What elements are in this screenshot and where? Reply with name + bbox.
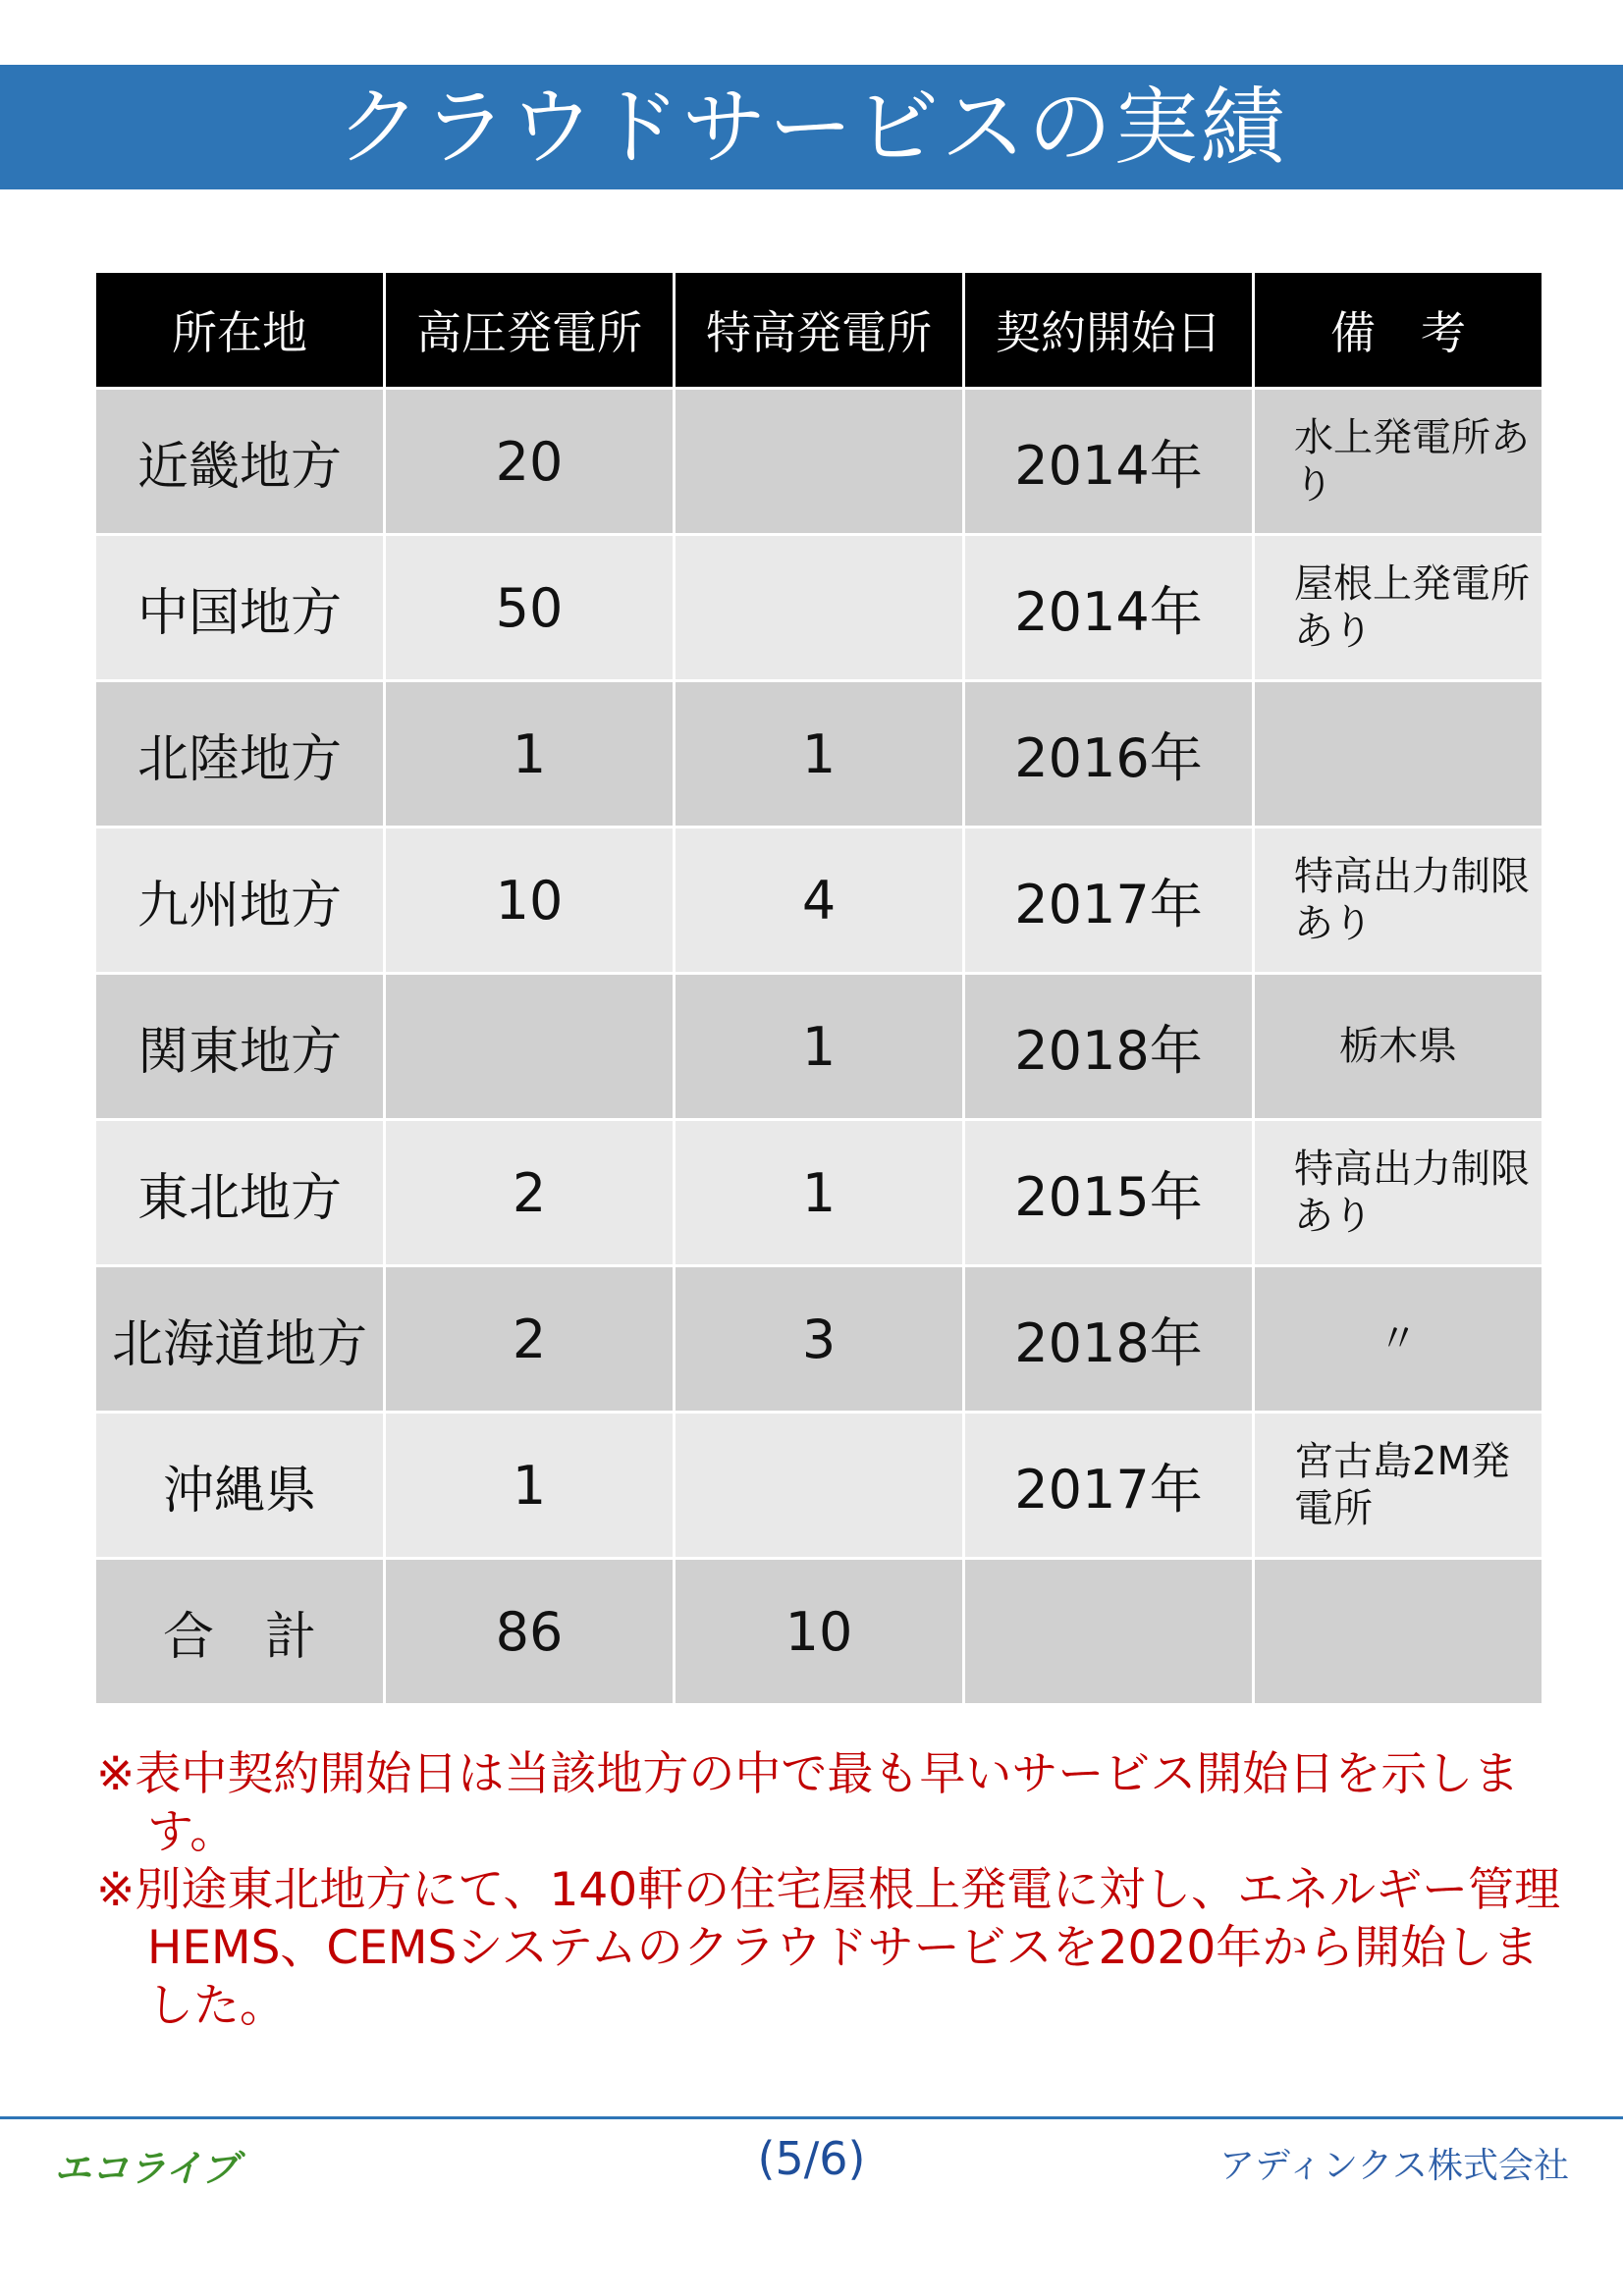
table-row xyxy=(95,1413,1543,1559)
cell-high-voltage: 1 xyxy=(385,681,675,828)
cell-high-voltage: 1 xyxy=(385,1413,675,1559)
table-header-row xyxy=(95,272,1543,389)
page-title: クラウドサービスの実績 xyxy=(336,78,1287,177)
cell-extra-high: 3 xyxy=(675,1266,964,1413)
cell-start: 2014年 xyxy=(964,535,1254,681)
brand-logo-text: エコライブ xyxy=(54,2147,239,2190)
cell-remarks: 栃木県 xyxy=(1254,974,1543,1120)
footnotes xyxy=(96,1745,1569,2035)
cell-start: 2014年 xyxy=(964,389,1254,535)
cell-start: 2017年 xyxy=(964,1413,1254,1559)
footnote-1: ※表中契約開始日は当該地方の中で最も早いサービス開始日を示します。 xyxy=(96,1747,1520,1859)
cell-region: 近畿地方 xyxy=(95,389,385,535)
header-extra-high-voltage: 特高発電所 xyxy=(675,272,964,389)
cell-extra-high: 4 xyxy=(675,828,964,974)
cell-extra-high: 1 xyxy=(675,974,964,1120)
table-row xyxy=(95,1120,1543,1266)
table-row xyxy=(95,535,1543,681)
cell-high-voltage: 2 xyxy=(385,1266,675,1413)
cell-extra-high: 1 xyxy=(675,681,964,828)
company-name: アディンクス株式会社 xyxy=(1218,2146,1569,2186)
cell-start: 2018年 xyxy=(964,974,1254,1120)
table-row xyxy=(95,389,1543,535)
cell-extra-high: 1 xyxy=(675,1120,964,1266)
cell-remarks: 宮古島2M発電所 xyxy=(1254,1413,1543,1559)
table-total-row xyxy=(95,1559,1543,1705)
results-table xyxy=(93,270,1544,1706)
cell-extra-high xyxy=(675,389,964,535)
header-high-voltage: 高圧発電所 xyxy=(385,272,675,389)
cell-remarks: 特高出力制限あり xyxy=(1254,1120,1543,1266)
cell-total-start xyxy=(964,1559,1254,1705)
cell-remarks: 特高出力制限あり xyxy=(1254,828,1543,974)
cell-high-voltage: 50 xyxy=(385,535,675,681)
cell-region: 沖縄県 xyxy=(95,1413,385,1559)
footnote-2: ※別途東北地方にて、140軒の住宅屋根上発電に対し、エネルギー管理HEMS、CEMSシステムのクラウドサービスを2020年から開始しました。 xyxy=(96,1863,1561,2033)
header-contract-start: 契約開始日 xyxy=(964,272,1254,389)
cell-total-label: 合 計 xyxy=(95,1559,385,1705)
cell-region: 東北地方 xyxy=(95,1120,385,1266)
cell-remarks xyxy=(1254,681,1543,828)
cell-region: 北陸地方 xyxy=(95,681,385,828)
cell-high-voltage: 10 xyxy=(385,828,675,974)
cell-start: 2015年 xyxy=(964,1120,1254,1266)
cell-total-remarks xyxy=(1254,1559,1543,1705)
table-row xyxy=(95,1266,1543,1413)
cell-high-voltage: 20 xyxy=(385,389,675,535)
cell-region: 北海道地方 xyxy=(95,1266,385,1413)
table-row xyxy=(95,828,1543,974)
cell-remarks: 〃 xyxy=(1254,1266,1543,1413)
cell-total-high-voltage: 86 xyxy=(385,1559,675,1705)
cell-start: 2017年 xyxy=(964,828,1254,974)
cell-region: 九州地方 xyxy=(95,828,385,974)
footer-divider xyxy=(0,2116,1623,2119)
title-bar xyxy=(0,65,1623,189)
cell-extra-high xyxy=(675,535,964,681)
header-remarks: 備 考 xyxy=(1254,272,1543,389)
cell-high-voltage: 2 xyxy=(385,1120,675,1266)
cell-region: 関東地方 xyxy=(95,974,385,1120)
table-row xyxy=(95,681,1543,828)
cell-extra-high xyxy=(675,1413,964,1559)
cell-high-voltage xyxy=(385,974,675,1120)
cell-total-extra-high: 10 xyxy=(675,1559,964,1705)
cell-start: 2018年 xyxy=(964,1266,1254,1413)
cell-start: 2016年 xyxy=(964,681,1254,828)
cell-remarks: 水上発電所あり xyxy=(1254,389,1543,535)
table-row xyxy=(95,974,1543,1120)
page-number: (5/6) xyxy=(757,2132,866,2185)
header-location: 所在地 xyxy=(95,272,385,389)
cell-region: 中国地方 xyxy=(95,535,385,681)
cell-remarks: 屋根上発電所あり xyxy=(1254,535,1543,681)
